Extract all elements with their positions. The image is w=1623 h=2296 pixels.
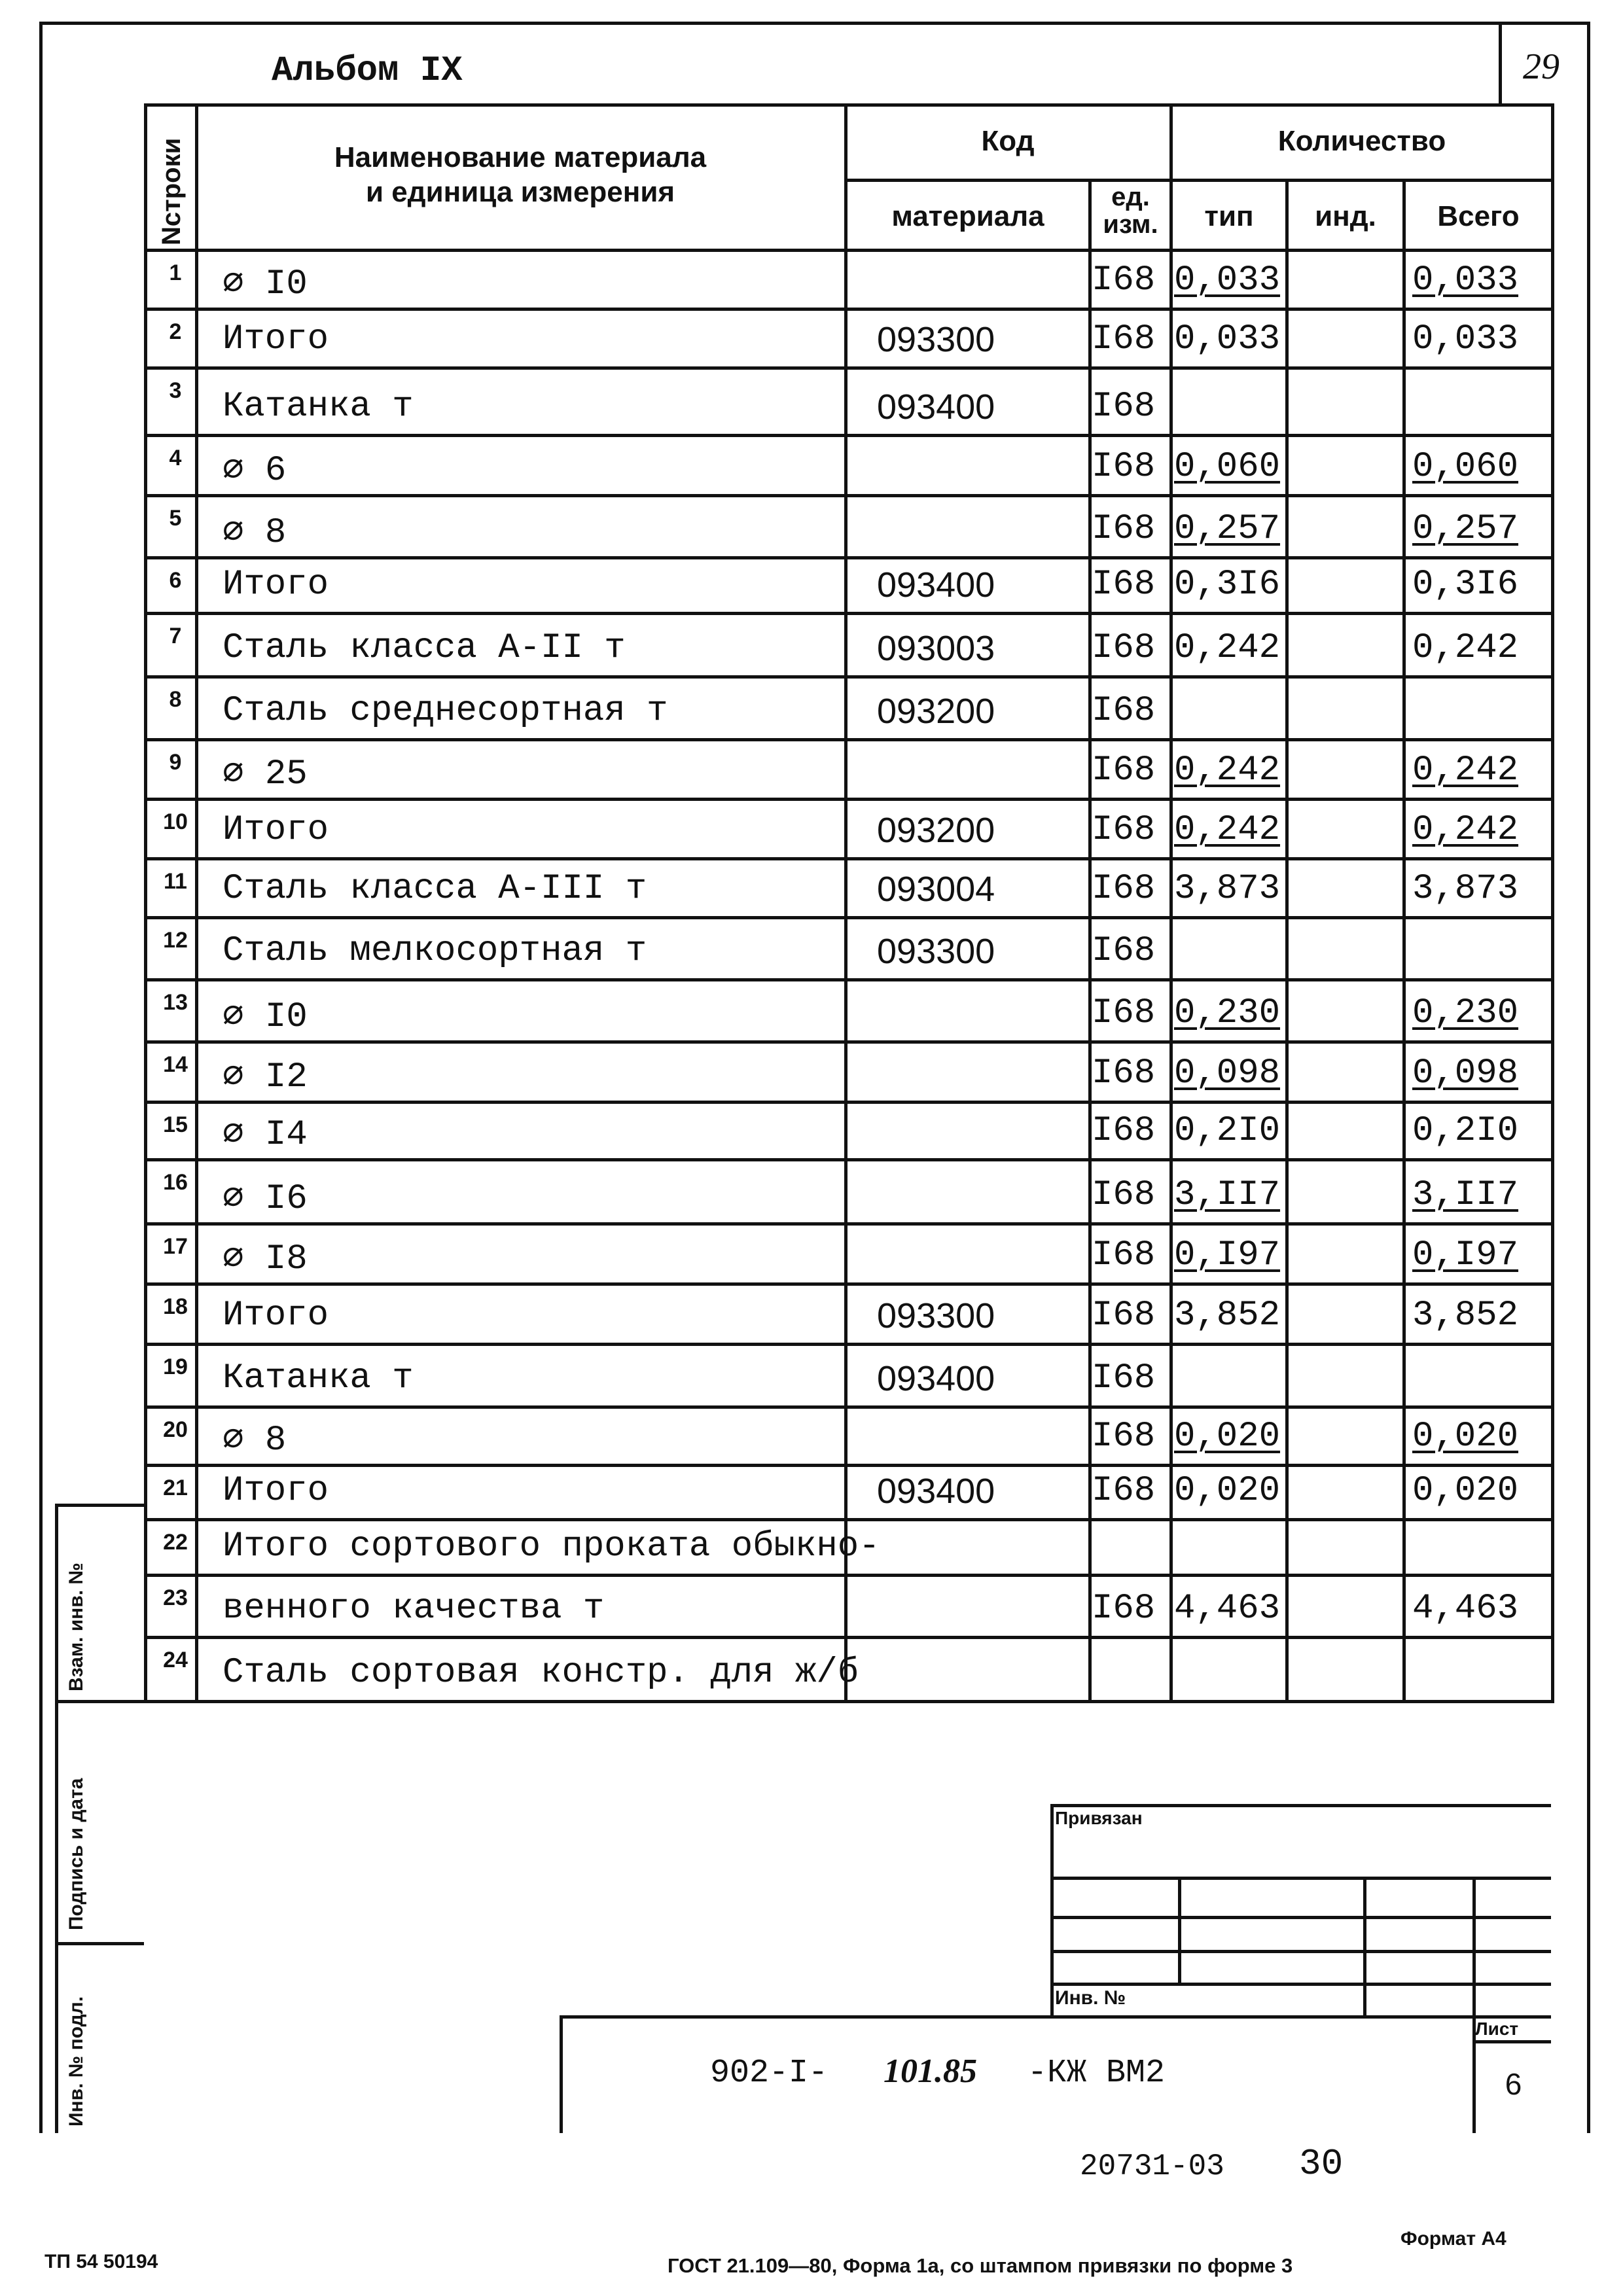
- unit-code: I68: [1092, 1053, 1156, 1093]
- material-code: 093200: [877, 811, 995, 850]
- unit-code: I68: [1092, 931, 1156, 971]
- qty-type: 0,020: [1174, 1417, 1281, 1457]
- header-qty-type: тип: [1204, 200, 1254, 232]
- qty-total: 0,060: [1412, 447, 1519, 487]
- material-name: венного качества т: [223, 1589, 605, 1629]
- material-code: 093300: [877, 1296, 995, 1335]
- format-label: Формат А4: [1400, 2228, 1507, 2250]
- archive-number: 20731-03: [1080, 2149, 1224, 2183]
- material-code: 093400: [877, 1472, 995, 1511]
- designation-handwritten: 101.85: [883, 2053, 977, 2090]
- qty-total: 0,242: [1412, 751, 1519, 790]
- material-name: Итого: [223, 565, 329, 605]
- unit-code: I68: [1092, 1175, 1156, 1215]
- qty-total: 3,II7: [1412, 1175, 1519, 1215]
- designation-suffix: -КЖ ВМ2: [1027, 2055, 1166, 2092]
- unit-code: I68: [1092, 1589, 1156, 1629]
- unit-code: I68: [1092, 1235, 1156, 1275]
- material-code: 093300: [877, 932, 995, 971]
- header-name: Наименование материала и единица измерения: [334, 141, 707, 208]
- row-number: 10: [163, 809, 188, 834]
- unit-code: I68: [1092, 319, 1156, 359]
- label-inv-podl: Инв. № подл.: [65, 1996, 87, 2127]
- qty-total: 0,020: [1412, 1471, 1519, 1511]
- col-line-left: [144, 103, 147, 1701]
- unit-code: I68: [1092, 260, 1156, 300]
- row-number: 3: [169, 378, 182, 403]
- row-number: 17: [163, 1234, 188, 1259]
- material-code: 093400: [877, 565, 995, 605]
- qty-total: 0,I97: [1412, 1235, 1519, 1275]
- row-number: 7: [169, 624, 182, 648]
- row-number: 13: [163, 990, 188, 1015]
- material-name: Итого: [223, 319, 329, 359]
- material-name: Итого: [223, 810, 329, 850]
- qty-type: 0,033: [1174, 319, 1281, 359]
- label-vzam-inv: Взам. инв. №: [65, 1563, 87, 1691]
- material-name: ∅ I4: [223, 1115, 308, 1155]
- unit-code: I68: [1092, 751, 1156, 790]
- material-name: Сталь среднесортная т: [223, 691, 668, 731]
- material-code: 093200: [877, 692, 995, 731]
- stamp-sheet-value: 6: [1505, 2067, 1522, 2101]
- row-number: 6: [169, 568, 182, 593]
- qty-total: 0,230: [1412, 993, 1519, 1033]
- material-name: Итого: [223, 1296, 329, 1335]
- qty-type: 3,852: [1174, 1296, 1281, 1335]
- gost-note: ГОСТ 21.109—80, Форма 1а, со штампом привязки по форме 3: [668, 2254, 1293, 2277]
- unit-code: I68: [1092, 1296, 1156, 1335]
- material-name: Катанка т: [223, 387, 414, 427]
- material-name: ∅ I8: [223, 1239, 308, 1279]
- header-quantity: Количество: [1277, 125, 1446, 157]
- material-name: Итого сортового проката обыкно-: [223, 1527, 880, 1566]
- qty-type: 0,060: [1174, 447, 1281, 487]
- row-number: 1: [169, 260, 182, 285]
- row-number: 23: [163, 1585, 188, 1610]
- unit-code: I68: [1092, 1358, 1156, 1398]
- row-number: 4: [169, 446, 182, 470]
- header-qty-ind: инд.: [1315, 200, 1376, 232]
- row-number: 21: [163, 1475, 188, 1500]
- unit-code: I68: [1092, 387, 1156, 427]
- material-code: 093004: [877, 870, 995, 909]
- qty-type: 4,463: [1174, 1589, 1281, 1629]
- unit-code: I68: [1092, 810, 1156, 850]
- qty-type: 3,II7: [1174, 1175, 1281, 1215]
- col-line-unit: [1169, 103, 1173, 1701]
- qty-type: 0,230: [1174, 993, 1281, 1033]
- material-name: Сталь мелкосортная т: [223, 931, 647, 971]
- row-number: 8: [169, 687, 182, 712]
- unit-code: I68: [1092, 1417, 1156, 1457]
- qty-type: 0,098: [1174, 1053, 1281, 1093]
- stamp-privyazan: Привязан: [1055, 1808, 1143, 1828]
- material-name: ∅ I6: [223, 1179, 308, 1219]
- row-number: 2: [169, 319, 182, 344]
- unit-code: I68: [1092, 565, 1156, 605]
- material-name: ∅ 8: [223, 513, 287, 553]
- unit-code: I68: [1092, 993, 1156, 1033]
- qty-total: 0,3I6: [1412, 565, 1519, 605]
- qty-total: 0,033: [1412, 260, 1519, 300]
- row-number: 12: [163, 928, 188, 953]
- header-code-unit: ед. изм.: [1103, 183, 1158, 239]
- qty-type: 0,257: [1174, 509, 1281, 549]
- material-name: Сталь класса А-II т: [223, 628, 626, 668]
- material-name: ∅ I2: [223, 1057, 308, 1097]
- qty-type: 0,242: [1174, 810, 1281, 850]
- material-name: Итого: [223, 1471, 329, 1511]
- material-name: Катанка т: [223, 1358, 414, 1398]
- qty-total: 3,873: [1412, 869, 1519, 909]
- archive-page: 30: [1299, 2143, 1344, 2185]
- qty-total: 0,020: [1412, 1417, 1519, 1457]
- material-name: Сталь сортовая констр. для ж/б: [223, 1653, 859, 1693]
- row-number: 20: [163, 1417, 188, 1442]
- qty-type: 0,242: [1174, 751, 1281, 790]
- unit-code: I68: [1092, 447, 1156, 487]
- qty-total: 4,463: [1412, 1589, 1519, 1629]
- col-line-name: [844, 103, 847, 1701]
- label-podpis-data: Подпись и дата: [65, 1778, 87, 1930]
- qty-total: 0,242: [1412, 810, 1519, 850]
- unit-code: I68: [1092, 1471, 1156, 1511]
- qty-type: 0,3I6: [1174, 565, 1281, 605]
- qty-total: 0,242: [1412, 628, 1519, 668]
- material-code: 093003: [877, 629, 995, 668]
- qty-type: 0,242: [1174, 628, 1281, 668]
- material-code: 093400: [877, 1359, 995, 1398]
- qty-type: 0,I97: [1174, 1235, 1281, 1275]
- material-name: ∅ I0: [223, 997, 308, 1037]
- col-line-num: [195, 103, 198, 1701]
- row-number: 11: [164, 869, 187, 894]
- col-line-ind: [1402, 179, 1406, 1701]
- material-name: ∅ 8: [223, 1421, 287, 1460]
- qty-type: 3,873: [1174, 869, 1281, 909]
- row-number: 9: [169, 750, 182, 775]
- material-name: Сталь класса А-III т: [223, 869, 647, 909]
- header-code: Код: [981, 125, 1035, 157]
- qty-total: 3,852: [1412, 1296, 1519, 1335]
- row-number: 24: [163, 1648, 188, 1672]
- unit-code: I68: [1092, 691, 1156, 731]
- page-number: 29: [1523, 46, 1560, 87]
- material-code: 093300: [877, 320, 995, 359]
- col-line-tip: [1285, 179, 1289, 1701]
- header-qty-total: Всего: [1437, 200, 1520, 232]
- stamp-sheet-label: Лист: [1475, 2019, 1519, 2039]
- qty-total: 0,257: [1412, 509, 1519, 549]
- header-code-material: материала: [891, 200, 1044, 232]
- material-name: ∅ 6: [223, 451, 287, 491]
- row-number: 14: [163, 1052, 188, 1077]
- page-number-divider: [1499, 22, 1502, 103]
- col-line-right: [1551, 103, 1554, 1701]
- row-number: 19: [163, 1354, 188, 1379]
- unit-code: I68: [1092, 1111, 1156, 1151]
- qty-total: 0,033: [1412, 319, 1519, 359]
- unit-code: I68: [1092, 869, 1156, 909]
- row-number: 18: [163, 1294, 188, 1319]
- material-name: ∅ 25: [223, 754, 308, 794]
- qty-type: 0,2I0: [1174, 1111, 1281, 1151]
- qty-total: 0,2I0: [1412, 1111, 1519, 1151]
- qty-type: 0,020: [1174, 1471, 1281, 1511]
- material-name: ∅ I0: [223, 264, 308, 304]
- unit-code: I68: [1092, 509, 1156, 549]
- row-number: 22: [163, 1530, 188, 1555]
- row-number: 15: [163, 1112, 188, 1137]
- qty-type: 0,033: [1174, 260, 1281, 300]
- unit-code: I68: [1092, 628, 1156, 668]
- form-code: ТП 54 50194: [45, 2251, 158, 2272]
- designation-prefix: 902-I-: [710, 2055, 829, 2092]
- row-number: 16: [163, 1170, 188, 1195]
- row-number: 5: [169, 506, 182, 531]
- material-code: 093400: [877, 387, 995, 427]
- album-title: Альбом IX: [272, 51, 463, 91]
- header-row-number: Nстроки: [157, 137, 186, 245]
- stamp-inv-no: Инв. №: [1055, 1987, 1126, 2009]
- qty-total: 0,098: [1412, 1053, 1519, 1093]
